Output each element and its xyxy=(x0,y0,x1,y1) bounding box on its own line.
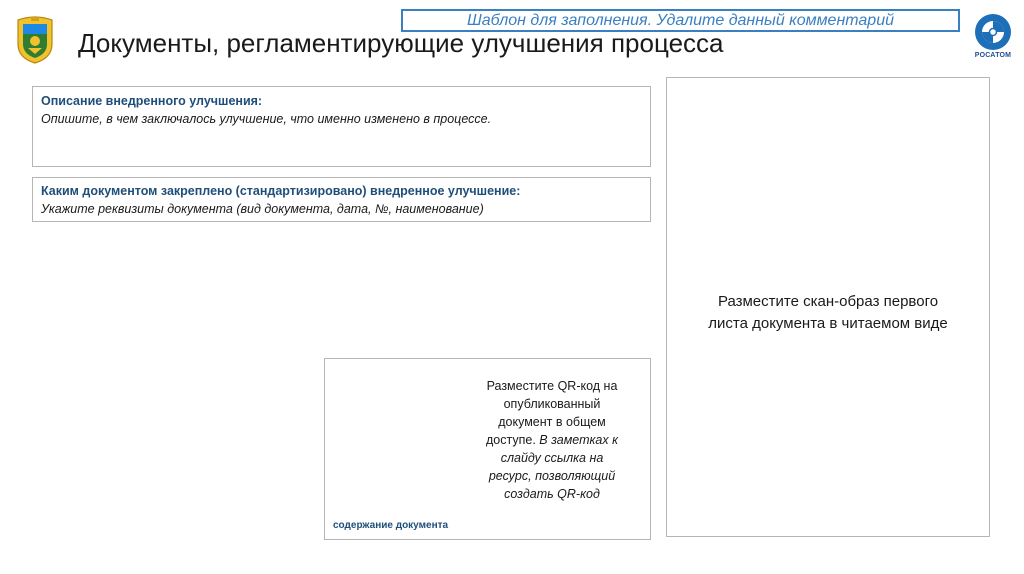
document-scan-instruction xyxy=(667,291,989,335)
rosatom-logo-text: РОСАТОМ xyxy=(974,52,1012,59)
coat-of-arms-icon xyxy=(14,14,56,64)
improvement-description-heading: Описание внедренного улучшения: xyxy=(41,94,263,108)
document-scan-line-1: Разместите скан-образ первого xyxy=(717,293,939,310)
rosatom-logo xyxy=(972,12,1014,64)
page-title: Документы, регламентирующие улучшения процесса xyxy=(78,28,724,58)
rosatom-logo-icon xyxy=(972,12,1014,52)
improvement-description-text: Опишите, в чем заключалось улучшение, что именно изменено в процессе. xyxy=(41,112,492,126)
standardizing-document-box[interactable] xyxy=(32,177,651,222)
document-scan-line-2: листа документа в читаемом виде xyxy=(708,315,948,332)
standardizing-document-heading: Каким документом закреплено (стандартизировано) внедренное улучшение: xyxy=(41,184,521,198)
document-content-caption: содержание документа xyxy=(333,520,449,531)
qr-code-placeholder[interactable] xyxy=(324,358,651,540)
standardizing-document-text: Укажите реквизиты документа (вид документа, дата, №, наименование) xyxy=(41,202,484,216)
qr-code-instruction xyxy=(482,377,622,503)
template-comment-text: Шаблон для заполнения. Удалите данный комментарий xyxy=(466,12,894,29)
improvement-description-box[interactable] xyxy=(32,86,651,167)
qr-code-instruction-italic: В заметках к слайду ссылка на ресурс, позволяющий создать QR-код xyxy=(488,433,618,501)
document-scan-placeholder[interactable] xyxy=(666,77,990,537)
qr-code-instruction-plain: Разместите QR-код на опубликованный документ в общем доступе. xyxy=(485,379,618,447)
